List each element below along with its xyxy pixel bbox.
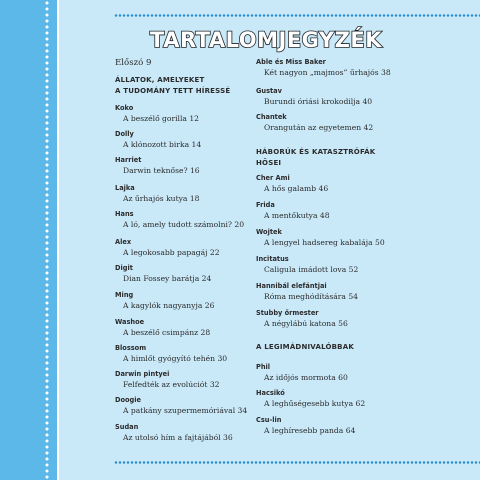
chapter-title: Az űrhajós kutya 18 <box>123 194 200 203</box>
toc-entry <box>256 87 372 106</box>
animal-name: Harriet <box>115 156 142 164</box>
animal-name: Hannibál elefántjai <box>256 282 327 290</box>
chapter-title: A leghíresebb panda 64 <box>264 426 356 435</box>
toc-entry <box>256 201 330 220</box>
animal-name: Alex <box>115 238 132 246</box>
toc-entry <box>256 228 385 247</box>
chapter-title: Róma meghódítására 54 <box>264 292 358 301</box>
chapter-title: Orangután az egyetemen 42 <box>264 123 374 132</box>
animal-name: Frida <box>256 201 275 209</box>
chapter-title: A himlőt gyógyító tehén 30 <box>123 354 228 363</box>
section-heading-heroes <box>256 147 375 169</box>
toc-entry <box>256 113 373 132</box>
animal-name: Able és Miss Baker <box>256 58 326 66</box>
toc-entry <box>256 389 365 408</box>
chapter-title: Caligula imádott lova 52 <box>264 265 359 274</box>
animal-name: Hans <box>115 210 134 218</box>
chapter-title: A ló, amely tudott számolni? 20 <box>123 220 245 229</box>
toc-entry <box>256 363 348 382</box>
animal-name: Washoe <box>115 318 145 326</box>
animal-name: Sudan <box>115 423 139 431</box>
chapter-title: A patkány szupermemóriával 34 <box>123 406 248 415</box>
toc-entry <box>115 396 247 415</box>
animal-name: Ming <box>115 291 134 299</box>
toc-entry <box>256 416 355 435</box>
toc-entry <box>256 282 358 301</box>
chapter-title: Az utolsó hím a fajtájából 36 <box>123 433 233 442</box>
animal-name: Doogie <box>115 396 141 404</box>
chapter-title: Az időjós mormota 60 <box>264 373 348 382</box>
animal-name: Digit <box>115 264 133 272</box>
toc-entry <box>115 370 220 389</box>
toc-entry <box>115 130 201 149</box>
toc-entry <box>256 58 391 77</box>
animal-name: Lajka <box>115 184 135 192</box>
animal-name: Hacsikó <box>256 389 285 397</box>
chapter-title: Dian Fossey barátja 24 <box>123 274 212 283</box>
toc-entry <box>115 210 244 229</box>
toc-entry <box>256 309 348 328</box>
section-heading-line: HÁBORÚK ÉS KATASZTRÓFÁK <box>256 148 376 156</box>
chapter-title: A mentőkutya 48 <box>264 211 330 220</box>
toc-entry <box>115 264 211 283</box>
animal-name: Chantek <box>256 113 287 121</box>
animal-name: Blossom <box>115 344 147 352</box>
section-heading-line: HŐSEI <box>256 159 282 167</box>
animal-name: Wojtek <box>256 228 282 236</box>
chapter-title: A kagylók nagyanyja 26 <box>123 301 215 310</box>
section-heading-line: ÁLLATOK, AMELYEKET <box>115 76 205 84</box>
preface-entry: Előszó 9 <box>115 58 152 68</box>
toc-entry <box>115 184 200 203</box>
chapter-title: A leghűségesebb kutya 62 <box>264 399 366 408</box>
animal-name: Csu-lin <box>256 416 282 424</box>
section-heading-science <box>115 75 230 97</box>
section-heading-adorable: A LEGIMÁDNIVALÓBBAK <box>256 343 354 351</box>
toc-entry <box>115 156 200 175</box>
toc-entry <box>115 423 233 442</box>
animal-name: Cher Ami <box>256 174 290 182</box>
chapter-title: A lengyel hadsereg kabalája 50 <box>264 238 385 247</box>
chapter-title: A négylábú katona 56 <box>264 319 348 328</box>
animal-name: Phil <box>256 363 271 371</box>
stripe-dotted-line <box>44 0 50 480</box>
toc-entry <box>256 255 358 274</box>
chapter-title: A klónozott birka 14 <box>123 140 202 149</box>
chapter-title: Felfedték az evolúciót 32 <box>123 380 220 389</box>
animal-name: Stubby őrmester <box>256 309 319 317</box>
section-heading-line: A TUDOMÁNY TETT HÍRESSÉ <box>115 87 231 95</box>
chapter-title: Két nagyon „majmos” űrhajós 38 <box>264 68 391 77</box>
toc-entry <box>115 291 214 310</box>
animal-name: Dolly <box>115 130 134 138</box>
chapter-title: A legokosabb papagáj 22 <box>123 248 220 257</box>
animal-name: Incitatus <box>256 255 289 263</box>
chapter-title: Burundi óriási krokodilja 40 <box>264 97 373 106</box>
toc-entry <box>115 318 210 337</box>
toc-entry <box>115 238 220 257</box>
bottom-dotted-rule <box>114 461 480 464</box>
chapter-title: A beszélő gorilla 12 <box>123 114 200 123</box>
chapter-title: A beszélő csimpánz 28 <box>123 328 211 337</box>
chapter-title: A hős galamb 46 <box>264 184 329 193</box>
top-dotted-rule <box>114 14 480 17</box>
animal-name: Darwin pintyei <box>115 370 170 378</box>
page-title: TARTALOMJEGYZÉK <box>150 28 382 52</box>
toc-entry <box>256 174 328 193</box>
toc-entry <box>115 104 199 123</box>
animal-name: Gustav <box>256 87 282 95</box>
chapter-title: Darwin teknőse? 16 <box>123 166 200 175</box>
animal-name: Koko <box>115 104 134 112</box>
toc-entry <box>115 344 227 363</box>
